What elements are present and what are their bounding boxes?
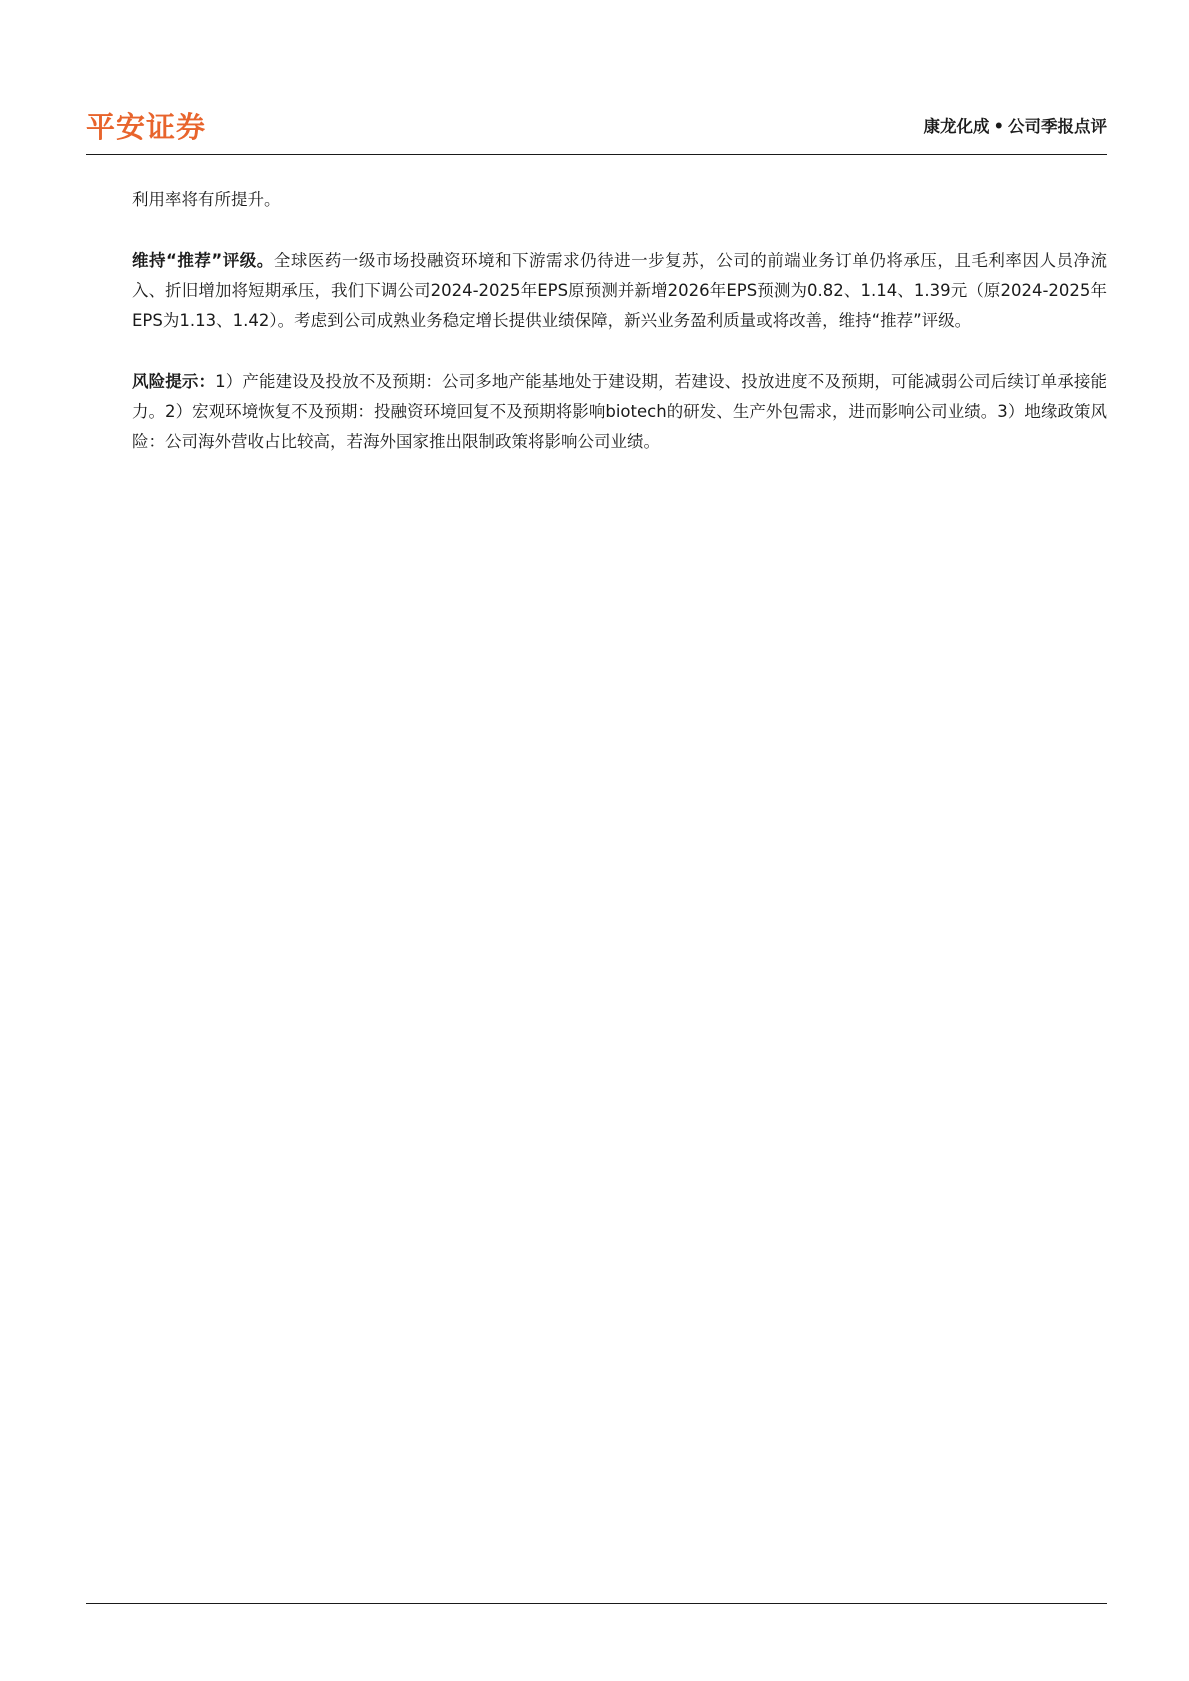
paragraph-utilization	[132, 185, 1107, 215]
header-divider	[86, 154, 1107, 155]
report-type: 公司季报点评	[1008, 117, 1107, 136]
report-body	[132, 185, 1107, 488]
paragraph-rating	[132, 246, 1107, 336]
footer-divider	[86, 1603, 1107, 1604]
paragraph-lead: 维持“推荐”评级。	[132, 251, 274, 270]
paragraph-text: 1）产能建设及投放不及预期：公司多地产能基地处于建设期，若建设、投放进度不及预期，可能减弱公司后续订单承接能力。2）宏观环境恢复不及预期：投融资环境回复不及预期将影响biotech的研发、生产外包需求，进而影响公司业绩。3）地缘政策风险：公司海外营收占比较高，若海外国家推出限制政策将影响公司业绩。	[132, 372, 1108, 451]
paragraph-text: 利用率将有所提升。	[132, 190, 281, 209]
brand-logo: 平安证券	[86, 110, 207, 144]
report-header	[923, 116, 1107, 138]
paragraph-lead: 风险提示：	[132, 372, 216, 391]
company-name: 康龙化成	[923, 117, 990, 136]
header-separator: •	[993, 117, 1004, 136]
paragraph-risk	[132, 367, 1107, 457]
paragraph-text: 全球医药一级市场投融资环境和下游需求仍待进一步复苏，公司的前端业务订单仍将承压，且毛利率因人员净流入、折旧增加将短期承压，我们下调公司2024-2025年EPS原预测并新增2026年EPS预测为0.82、1.14、1.39元（原2024-2025年EPS为1.13、1.42）。考虑到公司成熟业务稳定增长提供业绩保障，新兴业务盈利质量或将改善，维持“推荐”评级。	[132, 251, 1107, 330]
